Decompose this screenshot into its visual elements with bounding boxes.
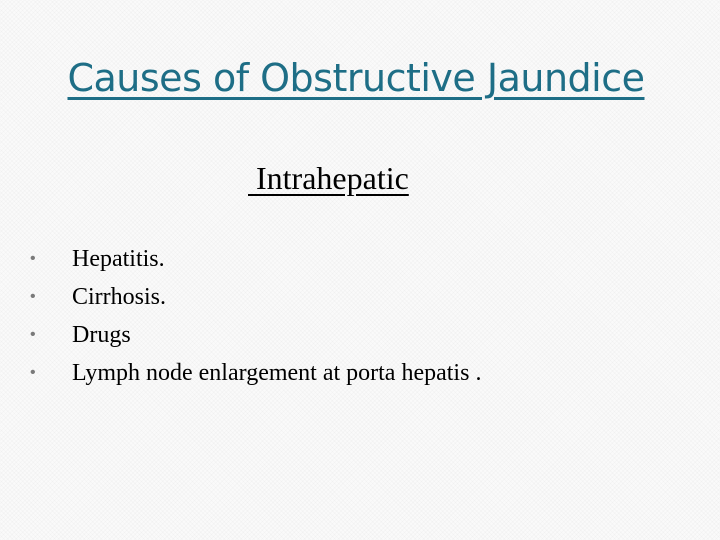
bullet-marker: • xyxy=(30,364,36,381)
bullet-marker: • xyxy=(30,250,36,267)
bullet-text: Hepatitis. xyxy=(72,246,165,272)
section-heading: Intrahepatic xyxy=(248,160,409,196)
bullet-marker: • xyxy=(30,326,36,343)
bullet-text: Cirrhosis. xyxy=(72,284,167,310)
bullet-text: Drugs xyxy=(72,322,131,348)
bullet-marker: • xyxy=(30,288,36,305)
bullet-text: Lymph node enlargement at porta hepatis . xyxy=(72,360,482,386)
slide-title: Causes of Obstructive Jaundice xyxy=(67,56,645,100)
